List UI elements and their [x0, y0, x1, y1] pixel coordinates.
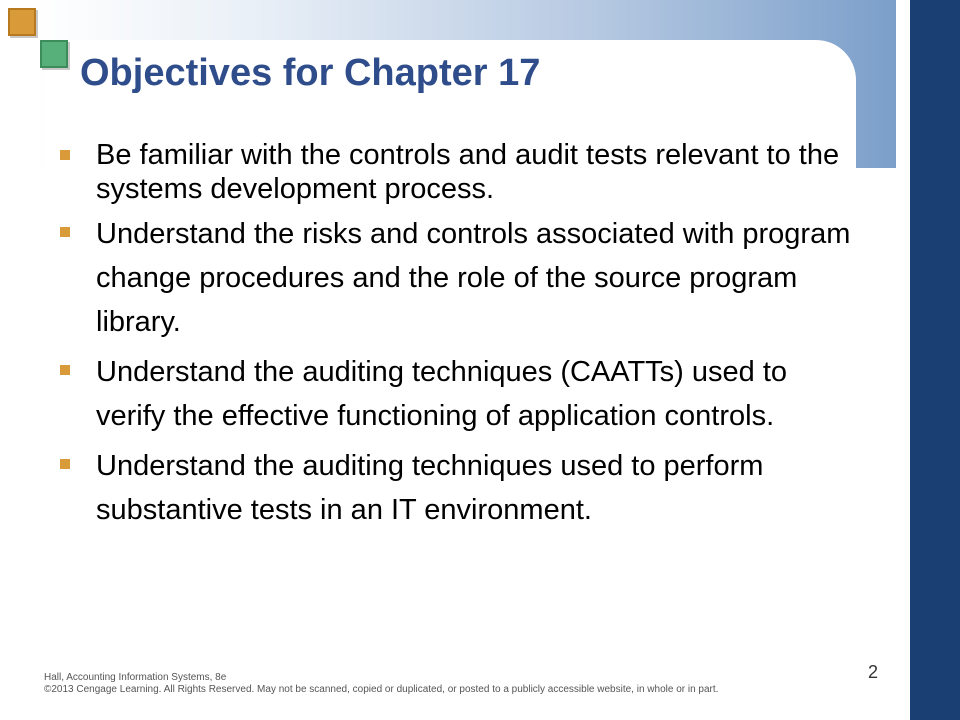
page-number: 2 — [868, 662, 879, 682]
bullet-list — [60, 138, 860, 538]
square-bullet-icon — [60, 227, 70, 237]
right-navy-bar — [910, 0, 960, 720]
bullet-item — [60, 138, 860, 206]
bullet-item — [60, 350, 860, 438]
slide-title: Objectives for Chapter 17 — [80, 52, 541, 94]
bullet-text: Be familiar with the controls and audit tests relevant to the systems development process. — [96, 139, 840, 205]
footer-copyright: ©2013 Cengage Learning. All Rights Reserved. May not be scanned, copied or duplicated, or posted to a publicly accessible website, in whole or in part. — [44, 684, 719, 695]
bullet-text: Understand the auditing techniques used to perform substantive tests in an IT environment. — [96, 450, 764, 526]
footer-credits — [44, 672, 718, 696]
footer-source: Hall, Accounting Information Systems, 8e — [44, 672, 227, 683]
bullet-text: Understand the auditing techniques (CAATTs) used to verify the effective functioning of application controls. — [96, 356, 788, 432]
bullet-text: Understand the risks and controls associated with program change procedures and the role of the source program library. — [96, 218, 851, 338]
square-bullet-icon — [60, 365, 70, 375]
bullet-item — [60, 444, 860, 532]
green-square-decoration — [40, 40, 68, 68]
orange-square-decoration — [8, 8, 36, 36]
square-bullet-icon — [60, 459, 70, 469]
bullet-item — [60, 212, 860, 344]
square-bullet-icon — [60, 150, 70, 160]
